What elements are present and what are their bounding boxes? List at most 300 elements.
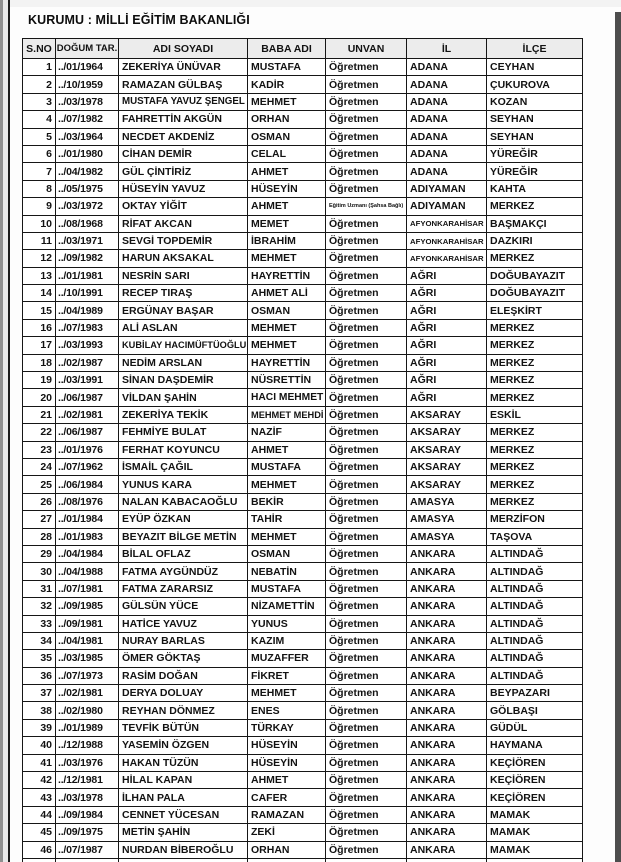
cell-full-name: METİN ŞAHİN [119,824,248,841]
table-row [23,685,583,702]
cell-province: ANKARA [407,737,487,754]
table-row [23,406,583,423]
cell-district: DAZKIRI [487,232,583,249]
table-header-row [23,39,583,59]
table-row [23,754,583,771]
cell-birth-date: ../04/1989 [56,302,119,319]
cell-full-name: RECEP TIRAŞ [119,285,248,302]
cell-father-name: HÜSEYİN [248,754,326,771]
cell-province: ANKARA [407,806,487,823]
cell-district: MAMAK [487,824,583,841]
table-row [23,737,583,754]
cell-full-name: HARUN AKSAKAL [119,250,248,267]
cell-full-name: NECDET AKDENİZ [119,128,248,145]
cell-title: Öğretmen [326,685,407,702]
cell-full-name: ZEKERİYA ÜNÜVAR [119,59,248,76]
column-header-province: İL [407,39,487,59]
table-row [23,806,583,823]
cell-district [487,858,583,862]
cell-title: Öğretmen [326,250,407,267]
scan-edge-top [0,0,621,7]
personnel-table [22,38,583,862]
cell-birth-date: ../07/1981 [56,580,119,597]
table-row [23,250,583,267]
cell-birth-date: ../09/1981 [56,615,119,632]
cell-full-name: REYHAN DÖNMEZ [119,702,248,719]
cell-serial-no: 45 [23,824,56,841]
cell-province: ANKARA [407,789,487,806]
cell-full-name: ZEKERİYA TEKİK [119,406,248,423]
cell-district: MERKEZ [487,354,583,371]
cell-province: AKSARAY [407,424,487,441]
cell-title: Öğretmen [326,145,407,162]
cell-full-name: GÜL ÇİNTİRİZ [119,163,248,180]
cell-province: ANKARA [407,598,487,615]
cell-title: Öğretmen [326,267,407,284]
cell-full-name: SİNAN DAŞDEMİR [119,372,248,389]
cell-birth-date: ../05/1975 [56,180,119,197]
cell-serial-no: 30 [23,563,56,580]
cell-father-name: HAYRETTİN [248,267,326,284]
cell-district: MERKEZ [487,458,583,475]
cell-district: MERKEZ [487,441,583,458]
cell-title: Öğretmen [326,59,407,76]
table-row [23,163,583,180]
table-row [23,511,583,528]
cell-title: Öğretmen [326,650,407,667]
cell-birth-date: ../02/1980 [56,702,119,719]
cell-full-name: DERYA DOLUAY [119,685,248,702]
cell-title: Öğretmen [326,598,407,615]
cell-district: ELEŞKİRT [487,302,583,319]
cell-serial-no: 22 [23,424,56,441]
table-row [23,337,583,354]
cell-province: AMASYA [407,493,487,510]
table-row [23,372,583,389]
cell-serial-no: 37 [23,685,56,702]
cell-serial-no: 12 [23,250,56,267]
cell-serial-no: 17 [23,337,56,354]
cell-serial-no: 34 [23,632,56,649]
cell-birth-date: ../03/1964 [56,128,119,145]
cell-district: ALTINDAĞ [487,667,583,684]
cell-province: AKSARAY [407,476,487,493]
cell-father-name: NİZAMETTİN [248,598,326,615]
cell-province: ANKARA [407,702,487,719]
table-row [23,285,583,302]
cell-serial-no: 20 [23,389,56,406]
cell-province: ADANA [407,128,487,145]
scan-edge-left-line [8,0,10,862]
cell-serial-no: 5 [23,128,56,145]
cell-full-name: TEVFİK BÜTÜN [119,719,248,736]
table-row [23,458,583,475]
cell-birth-date: ../09/1984 [56,806,119,823]
cell-district: KOZAN [487,93,583,110]
cell-district: CEYHAN [487,59,583,76]
cell-full-name: CİHAN DEMİR [119,145,248,162]
cell-father-name: AHMET ALİ [248,285,326,302]
cell-father-name: MEHMET [248,528,326,545]
cell-district: DOĞUBAYAZIT [487,285,583,302]
cell-full-name: HİLAL KAPAN [119,772,248,789]
table-row [23,667,583,684]
cell-full-name: EYÜP ÖZKAN [119,511,248,528]
cell-district: MERKEZ [487,493,583,510]
cell-birth-date: ../01/1976 [56,441,119,458]
cell-birth-date: ../10/1959 [56,76,119,93]
column-header-district: İLÇE [487,39,583,59]
cell-title: Öğretmen [326,789,407,806]
cell-title: Öğretmen [326,180,407,197]
cell-province: ANKARA [407,650,487,667]
cell-full-name: HÜSEYİN YAVUZ [119,180,248,197]
table-row [23,93,583,110]
cell-province: AĞRI [407,267,487,284]
cell-birth-date: ../08/1976 [56,493,119,510]
cell-father-name: İBRAHİM [248,232,326,249]
cell-province: ANKARA [407,545,487,562]
cell-father-name: NEBATİN [248,563,326,580]
column-header-father-name: BABA ADI [248,39,326,59]
table-row [23,441,583,458]
cell-title: Öğretmen [326,319,407,336]
table-row [23,476,583,493]
cell-serial-no: 46 [23,841,56,858]
cell-serial-no: 26 [23,493,56,510]
table-row [23,719,583,736]
cell-serial-no: 2 [23,76,56,93]
cell-father-name: MEHMET [248,250,326,267]
cell-full-name: OKTAY YİĞİT [119,198,248,215]
cell-title: Öğretmen [326,389,407,406]
cell-birth-date: ../03/1978 [56,789,119,806]
cell-full-name: ALİ ASLAN [119,319,248,336]
cell-birth-date: ../07/1962 [56,458,119,475]
cell-serial-no: 43 [23,789,56,806]
cell-father-name: MUZAFFER [248,650,326,667]
cell-full-name: ERGÜNAY BAŞAR [119,302,248,319]
cell-full-name: CENNET YÜCESAN [119,806,248,823]
cell-province: ANKARA [407,824,487,841]
cell-father-name: AHMET [248,198,326,215]
cell-province: ANKARA [407,841,487,858]
cell-province: AĞRI [407,389,487,406]
cell-birth-date: ../03/1991 [56,372,119,389]
cell-birth-date: ../07/1983 [56,319,119,336]
cell-birth-date: ../01/1989 [56,719,119,736]
cell-full-name: NURDAN BİBEROĞLU [119,841,248,858]
cell-title: Öğretmen [326,163,407,180]
cell-district: MERKEZ [487,319,583,336]
cell-serial-no: 40 [23,737,56,754]
cell-full-name: FAHRETTİN AKGÜN [119,111,248,128]
cell-serial-no: 6 [23,145,56,162]
cell-birth-date: ../08/1968 [56,215,119,232]
cell-full-name: HAKAN TÜZÜN [119,754,248,771]
cell-serial-no: 27 [23,511,56,528]
cell-serial-no: 23 [23,441,56,458]
cell-birth-date: ../09/1982 [56,250,119,267]
cell-province: ADIYAMAN [407,180,487,197]
cell-father-name: ORHAN [248,111,326,128]
cell-district: MERKEZ [487,389,583,406]
cell-full-name: BEYAZIT BİLGE METİN [119,528,248,545]
cell-province: AĞRI [407,372,487,389]
cell-full-name: RASİM DOĞAN [119,667,248,684]
cell-birth-date: ../03/1978 [56,93,119,110]
cell-birth-date: ../04/1982 [56,163,119,180]
cell-district: HAYMANA [487,737,583,754]
cell-title: Öğretmen [326,493,407,510]
cell-birth-date: ../01/1981 [56,267,119,284]
table-row [23,563,583,580]
cell-full-name: ÖMER GÖKTAŞ [119,650,248,667]
cell-serial-no: 44 [23,806,56,823]
table-body [23,59,583,862]
cell-father-name: AHMET [248,772,326,789]
cell-father-name: MEHMET [248,337,326,354]
cell-birth-date: ../04/1981 [56,632,119,649]
cell-title: Öğretmen [326,772,407,789]
cell-father-name: MEHMET [248,685,326,702]
cell-title: Öğretmen [326,232,407,249]
cell-serial-no: 25 [23,476,56,493]
cell-district: ALTINDAĞ [487,563,583,580]
cell-birth-date: ../06/1984 [56,476,119,493]
cell-province: AKSARAY [407,406,487,423]
cell-birth-date: ../04/1984 [56,545,119,562]
cell-province: AĞRI [407,285,487,302]
cell-district: MAMAK [487,806,583,823]
cell-serial-no: 41 [23,754,56,771]
table-row [23,545,583,562]
cell-district: ÇUKUROVA [487,76,583,93]
cell-father-name: TÜRKAY [248,719,326,736]
cell-title: Öğretmen [326,841,407,858]
table-row [23,232,583,249]
cell-province: AMASYA [407,528,487,545]
cell-full-name: NURAY BARLAS [119,632,248,649]
cell-father-name: AHMET [248,163,326,180]
cell-title: Öğretmen [326,580,407,597]
table-row [23,215,583,232]
cell-serial-no: 28 [23,528,56,545]
cell-title: Öğretmen [326,93,407,110]
cell-serial-no: 21 [23,406,56,423]
cell-father-name: BEKİR [248,493,326,510]
document-title: KURUMU : MİLLİ EĞİTİM BAKANLIĞI [28,13,250,27]
cell-father-name: MEHMET [248,93,326,110]
cell-serial-no: 36 [23,667,56,684]
cell-birth-date: ../10/1991 [56,285,119,302]
cell-title: Öğretmen [326,719,407,736]
cell-title: Öğretmen [326,824,407,841]
table-row [23,858,583,862]
cell-father-name: HÜSEYİN [248,180,326,197]
cell-province: ADANA [407,76,487,93]
cell-district: ESKİL [487,406,583,423]
cell-district: SEYHAN [487,111,583,128]
cell-birth-date: ../04/1988 [56,563,119,580]
cell-province: ANKARA [407,754,487,771]
cell-full-name: FEHMİYE BULAT [119,424,248,441]
cell-birth-date: ../06/1987 [56,424,119,441]
cell-district: BEYPAZARI [487,685,583,702]
table-row [23,580,583,597]
table-row [23,632,583,649]
cell-full-name: YASEMİN ÖZGEN [119,737,248,754]
cell-father-name: RAMAZAN [248,806,326,823]
cell-father-name: HÜSEYİN [248,737,326,754]
cell-title: Öğretmen [326,441,407,458]
cell-full-name: SEVGİ TOPDEMİR [119,232,248,249]
cell-serial-no: 38 [23,702,56,719]
table-row [23,493,583,510]
cell-full-name: İLHAN PALA [119,789,248,806]
cell-district: KEÇİÖREN [487,772,583,789]
cell-father-name: NÜSRETTİN [248,372,326,389]
cell-title: Öğretmen [326,76,407,93]
cell-title: Öğretmen [326,111,407,128]
cell-district: KEÇİÖREN [487,789,583,806]
cell-district: ALTINDAĞ [487,545,583,562]
cell-serial-no: 9 [23,198,56,215]
cell-birth-date: ../07/1987 [56,841,119,858]
cell-district: GÖLBAŞI [487,702,583,719]
cell-title: Öğretmen [326,302,407,319]
cell-birth-date: ../12/1988 [56,737,119,754]
cell-father-name: MEHMET MEHDİ [248,406,326,423]
cell-title: Öğretmen [326,545,407,562]
table-row [23,389,583,406]
cell-birth-date: ../12/1981 [56,772,119,789]
cell-district: YÜREĞİR [487,163,583,180]
table-row [23,772,583,789]
cell-full-name [119,858,248,862]
cell-serial-no: 24 [23,458,56,475]
table-row [23,615,583,632]
cell-full-name: RAMAZAN GÜLBAŞ [119,76,248,93]
cell-serial-no: 15 [23,302,56,319]
cell-title: Öğretmen [326,737,407,754]
cell-birth-date [56,858,119,862]
cell-district: KEÇİÖREN [487,754,583,771]
cell-title: Eğitim Uzmanı (Şahsa Bağlı) [326,198,407,215]
cell-title: Öğretmen [326,476,407,493]
cell-full-name: RİFAT AKCAN [119,215,248,232]
table-row [23,76,583,93]
cell-province: ADANA [407,59,487,76]
table-row [23,198,583,215]
cell-full-name: BİLAL OFLAZ [119,545,248,562]
cell-province: ADANA [407,163,487,180]
cell-father-name: MEHMET [248,476,326,493]
cell-title: Öğretmen [326,337,407,354]
cell-title: Öğretmen [326,667,407,684]
cell-full-name: GÜLSÜN YÜCE [119,598,248,615]
cell-title: Öğretmen [326,424,407,441]
cell-province: AĞRI [407,302,487,319]
cell-father-name: MEHMET [248,319,326,336]
cell-father-name: OSMAN [248,302,326,319]
cell-serial-no: 11 [23,232,56,249]
table-row [23,267,583,284]
column-header-birth-date: DOĞUM TAR. [56,39,119,59]
cell-province: AKSARAY [407,441,487,458]
cell-father-name: CELAL [248,145,326,162]
cell-district: KAHTA [487,180,583,197]
cell-district: ALTINDAĞ [487,632,583,649]
cell-district: YÜREĞİR [487,145,583,162]
cell-province: ANKARA [407,667,487,684]
cell-birth-date: ../06/1987 [56,389,119,406]
cell-title: Öğretmen [326,372,407,389]
cell-title: Öğretmen [326,285,407,302]
cell-province: ANKARA [407,563,487,580]
cell-district: MAMAK [487,841,583,858]
cell-birth-date: ../02/1981 [56,685,119,702]
cell-father-name [248,858,326,862]
cell-province: ADANA [407,145,487,162]
cell-father-name: KADİR [248,76,326,93]
cell-province: ANKARA [407,632,487,649]
cell-birth-date: ../03/1985 [56,650,119,667]
table-row [23,598,583,615]
table-row [23,528,583,545]
cell-province: ANKARA [407,772,487,789]
cell-province: AĞRI [407,354,487,371]
cell-father-name: ZEKİ [248,824,326,841]
cell-full-name: İSMAİL ÇAĞIL [119,458,248,475]
cell-serial-no: 16 [23,319,56,336]
cell-father-name: ORHAN [248,841,326,858]
cell-serial-no: 18 [23,354,56,371]
cell-province: ADIYAMAN [407,198,487,215]
cell-serial-no: 10 [23,215,56,232]
table-row [23,702,583,719]
cell-father-name: AHMET [248,441,326,458]
cell-district: BAŞMAKÇI [487,215,583,232]
cell-title: Öğretmen [326,615,407,632]
cell-birth-date: ../03/1993 [56,337,119,354]
cell-father-name: FİKRET [248,667,326,684]
table-row [23,111,583,128]
cell-father-name: TAHİR [248,511,326,528]
cell-title: Öğretmen [326,806,407,823]
table-row [23,59,583,76]
cell-province: ADANA [407,111,487,128]
cell-serial-no: 33 [23,615,56,632]
cell-birth-date: ../03/1972 [56,198,119,215]
cell-district: ALTINDAĞ [487,598,583,615]
cell-serial-no: 31 [23,580,56,597]
cell-father-name: NAZİF [248,424,326,441]
cell-birth-date: ../02/1981 [56,406,119,423]
cell-full-name: MUSTAFA YAVUZ ŞENGEL [119,93,248,110]
cell-birth-date: ../01/1964 [56,59,119,76]
table-row [23,128,583,145]
cell-title [326,858,407,862]
cell-province: AFYONKARAHİSAR [407,215,487,232]
cell-title: Öğretmen [326,702,407,719]
cell-district: MERKEZ [487,337,583,354]
table-row [23,354,583,371]
cell-serial-no: 13 [23,267,56,284]
cell-full-name: NALAN KABACAOĞLU [119,493,248,510]
cell-full-name: VİLDAN ŞAHİN [119,389,248,406]
cell-title: Öğretmen [326,128,407,145]
